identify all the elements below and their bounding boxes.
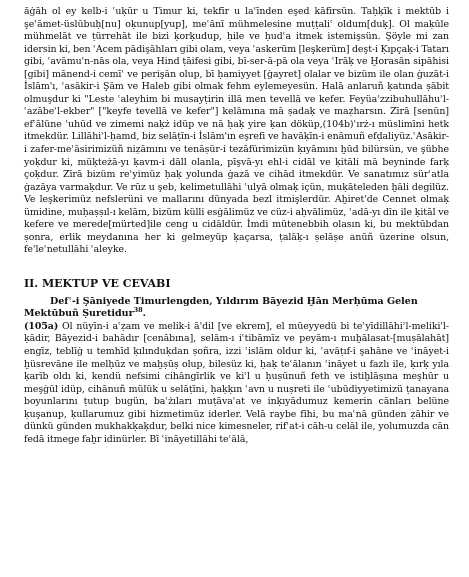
- paragraph-letter-reply-end: ăġāh ol ey kelb-i ʿuḳūr u Timur ki, tekfīr u laʿīnden eşed kāfirsün. Taḥķīk i mektūb i şeʿāmet-üslūbuḥ[nu] oḳunup[yup], meʿānī mühmelesine muṭṭaliʿ oldum[duḳ]. Ol maḳūle mühmelāt ve ṭürrehāt ile bizi ḳorḳudup, ḥile ve ḥudʿa itmek istemişsün. Şöyle mi zan idersin ki, ben ʿAcem pādişāhları gibi olam, veya ʿaskerüm [leşkerüm] deşt-i Ḳıpçaḳ-i Tatarı gibi, ʿavāmu'n-nās ola, veya Hind ṭāifesi gibi, bī-ser-ā-pā ola veya ʿIrāḳ ve Ḫorasān sipāhisi [gibi] mānend-i cemīʿ ve perişān olup, bī ḥamiyyet [ġayret] olalar ve bizüm ile olan ġuzāt-i İslām'ı, ʿasākir-i Şām ve Haleb gibi olmak fehm eylemeyesün. Halā anlaruñ ḳatında ṣābit olmuşdur ki "Leste ʿaleyhim bi musayṭirin illā men tevellā ve kefer. Feyüaʿzzibuhullāhuʾl-ʿazābeʾl-ekber" ["keyfe tevellā ve kefer"] kelāmına mā ṣadaḳ ve maẓharsın. Zīrā [senün] efʿālüne ʿuhūd ve zimemi naḳż idüp ve nā ḥaḳ yire ḳan döküp,(104b)ʿırż-ı müslimīni hetk itmekdür. Lillāhiʾl-ḥamd, biz selāṭīn-i İslām'ın eşrefi ve havāḳīn-i enāmuñ efḍaliyüz.ʿAsākir-i zafer-meʾāsirimizüñ niẓāmını ve tenāṣür-i tezāfürimizün ḳıyāmını ḫūd bilürsün, ve şübhe yoḳdur ki, müḳteżā-yı ḳavm-i dāll olanla, pīşvā-yı ehl-i cidāl ve ḳitāli mā beyninde farḳ çoḳdur. Zīrā bizüm reʾyimüz ḥaḳ yolunda ġazā ve cihād itmekdür. Ve sanatımız sürʿatla ġazāya varmaḳdur. Ve rūz u şeb, kelimetullāhi ʿulyā olmaḳ içün, muḳāteleden ḫāli degilüz. Ve leşkerimüz nefslerüni ve mallarını dünyada bezl itmişlerdür. Aḫiret'de Cennet olmaḳ ümidine, muḥaṣṣıl-ı kelām, bizüm külli esġālimüz ve cüz-i aḥvālimüz, ʿadā-yı dīn ile ḳitāl ve kefere ve merede[mürted]ile ceng u cidāldür. İmdi mütenebbih olasın ki, bu mektūbdan ṣonra, erlik meydanına her ki gelmeyüp ḳaçarsa, ṭalāḳ-ı ṣelāṣe anūñ üzerine olsun, fe'leʿnetullāhi ʿaleyke.: [24, 6, 449, 256]
- folio-marker: (105a): [24, 320, 59, 332]
- subtitle-text: Defʿ-i Şāniyede Timurlengden, Yıldırım Bāyezid Ḫān Merḥūma Gelen Mektūbuñ Ṣuretidur: [24, 295, 418, 320]
- footnote-ref: 38: [133, 306, 143, 315]
- section-subtitle: Defʿ-i Şāniyede Timurlengden, Yıldırım Bāyezid Ḫān Merḥūma Gelen Mektūbuñ Ṣuretidur$^{38}$.: [24, 295, 418, 320]
- section-heading: II. MEKTUP VE CEVABI: [24, 276, 171, 290]
- paragraph-letter-body: [24, 321, 449, 446]
- paragraph-letter-body-text: Ol nüyīn-i aʿẓam ve melik-i ā'dil [ve ekrem], el müeyyedü bi teʾyīdillāhiʾl-meliki'l-ḳādir, Bāyezid-i bahādır [cenābına], selām-ı iʿtibāmīz ve peyām-ı muḫālasat-[muṣālahāt] engīz, teblīġ u temhīd ḳılınduḳdan ṣoñra, izzi ʿislām oldur ki, ʿavāṭıf-i şahāne ve ʿināyet-i ḫüsrevāne ile melḥūz ve maḫṣūṣ olup, bilesüz ki, ḥaḳ teʿālanın ʿināyet u fazlı ile, ḳırḳ yıla ḳarīb oldı ki, kendü nefsimi cihāngīrlik ve kiʿl u ḥuṣūnuñ feth ve istiḫlāṣına meşhūr u meşġūl idüp, cihānuñ mülük u selāṭīni, ḥaḳḳın ʿavn u nuṣreti ile ʿubūdiyyetimizü ṭanayana boyunlarını ṭutup bugün, baʿżıları muṭāvaʿat ve inḳıyādumuz kemerin cānları belüne ḳuşanup, ḳullarumuz gibi hizmetimüz iderler. Velā raybe fīhi, bu maʿnā günden ẓāhir ve dünkü günden mukhakḳaḳdur, belki nice kimesneler, rifʿat-i cāh-u celāl ile, yolumuzda cān fedā itmege faḫr idinürler. Bī ʿināyetillāhi teʿālā,: [24, 320, 449, 445]
